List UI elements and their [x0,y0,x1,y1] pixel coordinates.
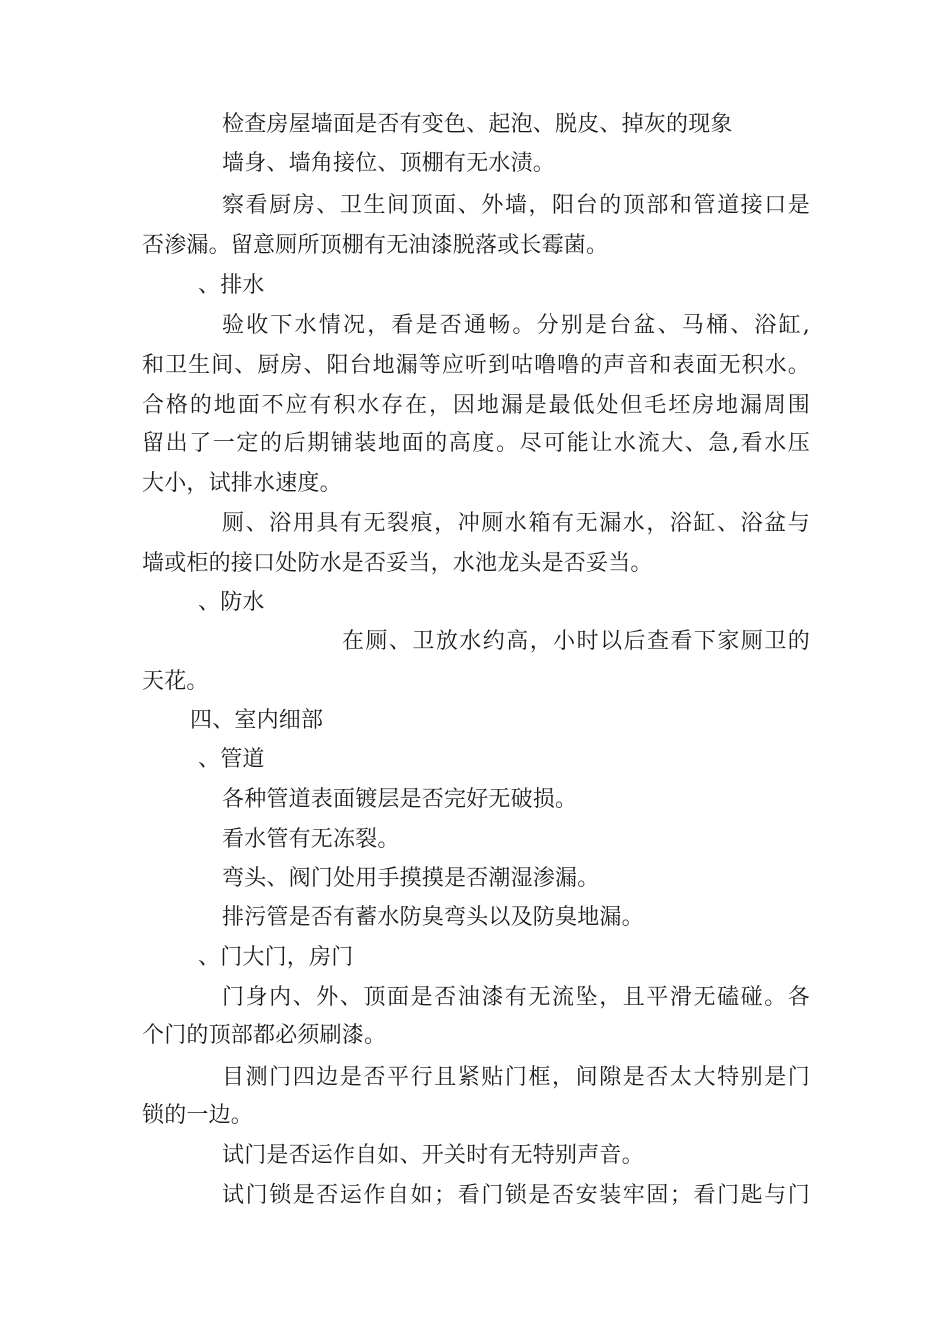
text-line: 大小，试排水速度。 [142,471,342,496]
text-line: 试门是否运作自如、开关时有无特别声音。 [222,1143,644,1168]
section-heading: 、防水 [198,590,265,615]
section-heading: 、管道 [198,747,265,772]
text-line: 察看厨房、卫生间顶面、外墙，阳台的顶部和管道接口是 [222,193,810,218]
text-line: 留出了一定的后期铺装地面的高度。尽可能让水流大、急,看水压 [142,431,810,456]
section-heading: 、排水 [198,273,265,298]
text-line: 个门的顶部都必须刷漆。 [142,1023,387,1048]
text-line: 天花。 [142,669,209,694]
text-line: 弯头、阀门处用手摸摸是否潮湿渗漏。 [222,866,600,891]
text-line: 排污管是否有蓄水防臭弯头以及防臭地漏。 [222,905,644,930]
text-line: 验收下水情况，看是否通畅。分别是台盆、马桶、浴缸, [222,313,810,338]
text-line: 试门锁是否运作自如；看门锁是否安装牢固；看门匙与门 [222,1183,810,1208]
text-line: 厕、浴用具有无裂痕，冲厕水箱有无漏水，浴缸、浴盆与 [222,511,810,536]
text-line: 检查房屋墙面是否有变色、起泡、脱皮、掉灰的现象 [222,112,733,137]
text-line: 在厕、卫放水约高，小时以后查看下家厕卫的 [342,629,810,654]
text-line: 墙或柜的接口处防水是否妥当，水池龙头是否妥当。 [142,551,653,576]
text-line: 墙身、墙角接位、顶棚有无水渍。 [222,151,556,176]
section-heading: 、门大门，房门 [198,945,354,970]
text-line: 各种管道表面镀层是否完好无破损。 [222,787,578,812]
text-line: 和卫生间、厨房、阳台地漏等应听到咕噜噜的声音和表面无积水。 [142,353,810,378]
chapter-heading: 四、室内细部 [190,708,324,733]
text-line: 门身内、外、顶面是否油漆有无流坠，且平滑无磕碰。各 [222,985,810,1010]
text-line: 锁的一边。 [142,1103,254,1128]
text-line: 看水管有无冻裂。 [222,827,400,852]
text-line: 合格的地面不应有积水存在，因地漏是最低处但毛坯房地漏周围 [142,393,810,418]
text-line: 否渗漏。留意厕所顶棚有无油漆脱落或长霉菌。 [142,233,609,258]
text-line: 目测门四边是否平行且紧贴门框，间隙是否太大特别是门 [222,1065,810,1090]
